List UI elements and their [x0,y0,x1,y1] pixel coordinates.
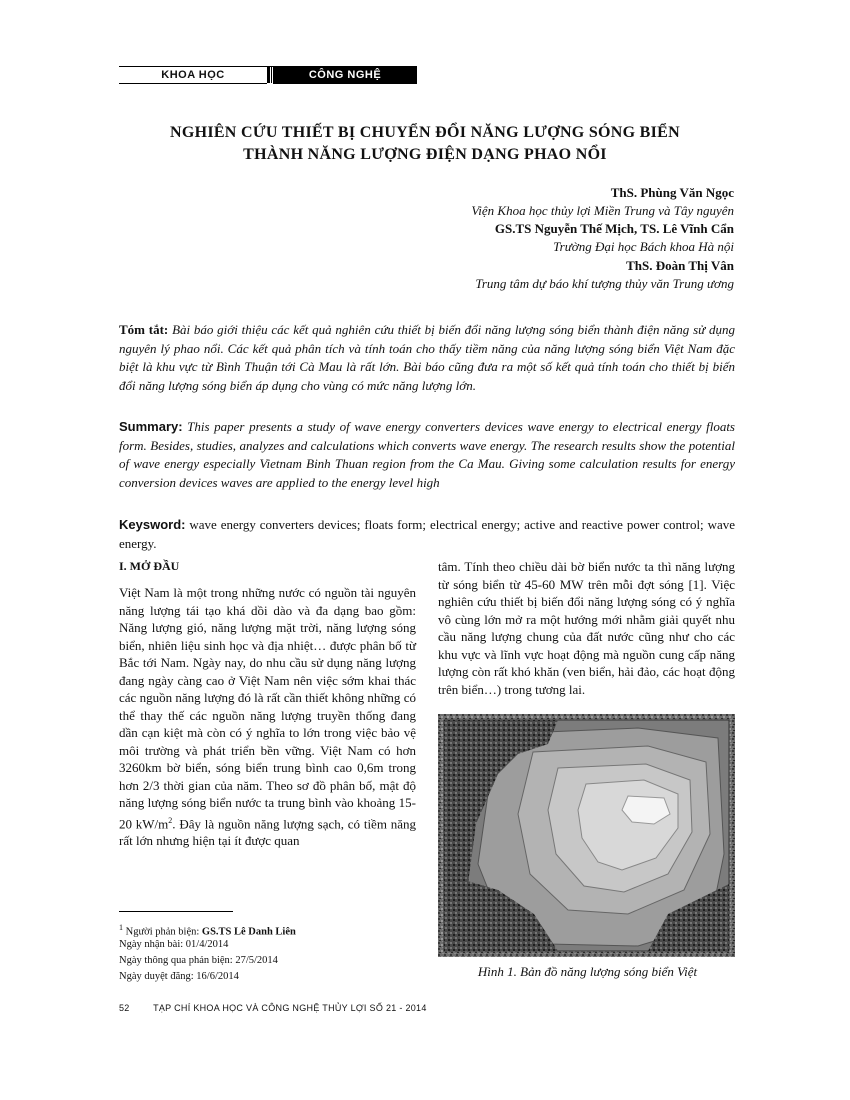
author-1-affiliation: Viện Khoa học thủy lợi Miền Trung và Tây nguyên [471,203,734,218]
section-heading-intro: I. MỞ ĐẦU [119,559,180,573]
abstract-en-text: This paper presents a study of wave energy converters devices wave energy to electrical energy floats form. Besides, studies, analyzes and calculations which converts wave energy. The research results show the potential of wave energy especially Vietnam Binh Thuan region from the Ca Mau. Giving some calculation results for energy conversion devices waves are applied to the energy level high [119,419,735,490]
abstract-vietnamese [119,321,735,395]
intro-col1-superscript: 2 [168,815,173,825]
journal-name: TẠP CHÍ KHOA HỌC VÀ CÔNG NGHỆ THỦY LỢI SỐ 21 - 2014 [153,1003,427,1013]
intro-column-1 [119,584,416,850]
footnote-reviewer [119,921,296,940]
keywords [119,516,735,553]
page-number: 52 [119,1003,130,1013]
keywords-text: wave energy converters devices; floats form; electrical energy; active and reactive power control; wave energy. [119,517,736,551]
author-3-affiliation: Trung tâm dự báo khí tượng thủy văn Trung ương [475,276,734,291]
keywords-label: Keysword: [119,517,186,532]
intro-col1-tail: . Đây là nguồn năng lượng sạch, có tiềm năng rất lớn nhưng hiện tại ít được quan [119,815,416,849]
header-divider [267,67,270,83]
section-header [119,66,417,83]
header-divider-thin [271,67,272,83]
abstract-vi-label: Tóm tắt: [119,322,169,337]
wave-energy-map-figure [438,714,735,957]
abstract-vi-text: Bài báo giới thiệu các kết quả nghiên cứu thiết bị biến đổi năng lượng sóng biển thành điện năng sử dụng nguyên lý phao nổi. Các kết quả phân tích và tính toán cho thấy tiềm năng của năng lượng sóng biển Việt Nam đặc biệt là khu vực từ Bình Thuận tới Cà Mau là rất lớn. Bài báo cũng đưa ra một số kết quả tính toán cho thiết bị biến đổi năng lượng sóng biển áp dụng cho vùng có mức năng lượng lớn. [119,322,736,393]
footnote-reviewed-date: Ngày thông qua phản biện: 27/5/2014 [119,955,278,966]
author-2-affiliation: Trường Đại học Bách khoa Hà nội [553,239,734,254]
paper-title-line1: NGHIÊN CỨU THIẾT BỊ CHUYỂN ĐỔI NĂNG LƯỢNG SÓNG BIỂN [169,124,681,141]
figure-caption: Hình 1. Bản đồ năng lượng sóng biển Việt [477,964,698,979]
paper-title-line2: THÀNH NĂNG LƯỢNG ĐIỆN DẠNG PHAO NỔI [243,146,607,163]
footnote-marker: 1 [119,923,123,932]
wave-energy-map [438,714,735,957]
section-label-cong-nghe: CÔNG NGHỆ [273,67,417,84]
footnote-reviewer-name: GS.TS Lê Danh Liên [201,926,296,938]
author-1-name: ThS. Phùng Văn Ngọc [610,185,734,200]
abstract-en-label: Summary: [119,419,183,434]
footnote-approved-date: Ngày duyệt đăng: 16/6/2014 [119,971,239,982]
footnote-reviewer-label: Người phản biện: [125,926,200,938]
footnote-rule [119,911,233,912]
footnote-received-date: Ngày nhận bài: 01/4/2014 [119,939,229,950]
abstract-english [119,418,735,492]
section-label-khoa-hoc: KHOA HỌC [119,67,267,84]
intro-column-2: tâm. Tính theo chiều dài bờ biển nước ta thì năng lượng từ sóng biển từ 45-60 MW trên mỗi đợt sóng [1]. Việc nghiên cứu thiết bị biến đổi năng lượng sóng có ý nghĩa vô cùng lớn mở ra một hướng mới nhằm giải quyết nhu cầu năng lượng chung của đất nước cũng như cho các khu vực và lĩnh vực hoạt động mà nguồn cung cấp năng lượng còn rất khó khăn (ven biển, hải đảo, các hoạt động trên biển…) trong tương lai. [438,559,735,697]
intro-col1-text: Việt Nam là một trong những nước có nguồn tài nguyên năng lượng tái tạo khá dồi dào và đa dạng bao gồm: Năng lượng gió, năng lượng mặt trời, năng lượng sóng biển, nhiên liệu sinh học và địa nhiệt… được phân bố từ Bắc tới Nam. Ngày nay, do nhu cầu sử dụng năng lượng đang ngày càng cao ở Việt Nam nên việc sớm khai thác các nguồn năng lượng đó là rất cần thiết không những có thể thay thế các nguồn năng lượng truyền thống đang dần cạn kiệt mà còn có ý nghĩa to lớn trong việc bảo vệ môi trường và phát triển bền vững. Việt Nam có hơn 3260km bờ biển, sóng biển trung bình cao 0,6m trong hơn 2/3 thời gian của năm. Theo sơ đồ phân bố, mật độ năng lượng sóng biển nước ta trung bình vào khoảng 15-20 kW/m [119,585,416,831]
author-3-name: ThS. Đoàn Thị Vân [626,258,734,273]
page-footer [119,1003,427,1013]
author-2-name: GS.TS Nguyễn Thế Mịch, TS. Lê Vĩnh Cẩn [494,221,734,236]
